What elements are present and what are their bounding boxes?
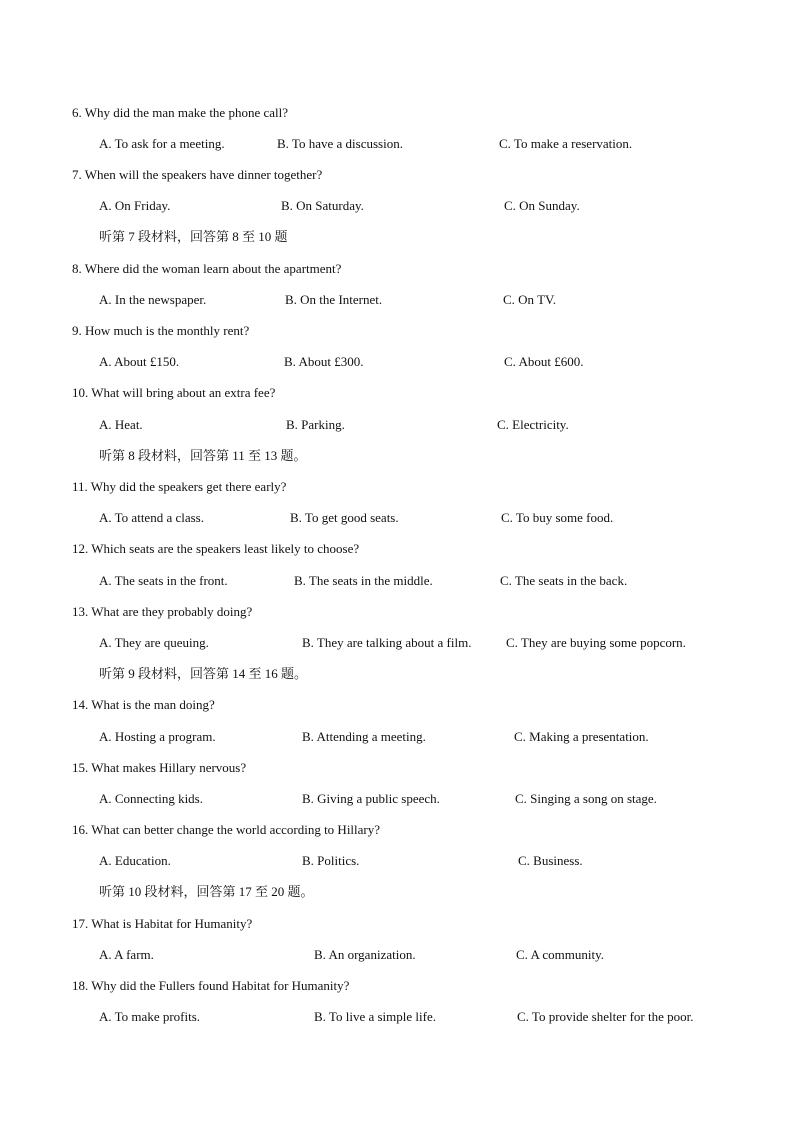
option-b: B. To have a discussion. bbox=[277, 136, 403, 151]
question-13: 13. What are they probably doing? bbox=[72, 604, 253, 619]
question-8: 8. Where did the woman learn about the apartment? bbox=[72, 261, 342, 276]
option-a: A. A farm. bbox=[99, 947, 154, 962]
option-c: C. Business. bbox=[518, 853, 583, 868]
option-b: B. On Saturday. bbox=[281, 198, 364, 213]
option-c: C. About £600. bbox=[504, 354, 584, 369]
option-c: C. Making a presentation. bbox=[514, 729, 649, 744]
question-12: 12. Which seats are the speakers least likely to choose? bbox=[72, 541, 360, 556]
option-b: B. Attending a meeting. bbox=[302, 729, 426, 744]
option-a: A. They are queuing. bbox=[99, 635, 209, 650]
option-b: B. About £300. bbox=[284, 354, 364, 369]
option-b: B. To get good seats. bbox=[290, 510, 399, 525]
option-b: B. On the Internet. bbox=[285, 292, 383, 307]
option-c: C. To provide shelter for the poor. bbox=[517, 1009, 694, 1024]
option-b: B. Politics. bbox=[302, 853, 360, 868]
section-heading-7: 听第 7 段材料，回答第 8 至 10 题 bbox=[99, 229, 288, 244]
question-14: 14. What is the man doing? bbox=[72, 697, 215, 712]
option-a: A. Hosting a program. bbox=[99, 729, 216, 744]
section-heading-10: 听第 10 段材料，回答第 17 至 20 题。 bbox=[99, 884, 314, 899]
option-a: A. Education. bbox=[99, 853, 171, 868]
question-9: 9. How much is the monthly rent? bbox=[72, 323, 250, 338]
question-15: 15. What makes Hillary nervous? bbox=[72, 760, 247, 775]
option-a: A. The seats in the front. bbox=[99, 573, 228, 588]
question-6: 6. Why did the man make the phone call? bbox=[72, 105, 288, 120]
option-a: A. In the newspaper. bbox=[99, 292, 207, 307]
option-a: A. On Friday. bbox=[99, 198, 171, 213]
option-c: C. A community. bbox=[516, 947, 604, 962]
option-c: C. To buy some food. bbox=[501, 510, 614, 525]
option-c: C. Electricity. bbox=[497, 417, 569, 432]
option-c: C. They are buying some popcorn. bbox=[506, 635, 686, 650]
option-b: B. They are talking about a film. bbox=[302, 635, 472, 650]
question-17: 17. What is Habitat for Humanity? bbox=[72, 916, 253, 931]
option-a: A. To make profits. bbox=[99, 1009, 201, 1024]
option-c: C. Singing a song on stage. bbox=[515, 791, 657, 806]
option-c: C. On Sunday. bbox=[504, 198, 580, 213]
section-heading-9: 听第 9 段材料，回答第 14 至 16 题。 bbox=[99, 666, 308, 681]
question-18: 18. Why did the Fullers found Habitat for Humanity? bbox=[72, 978, 350, 993]
option-c: C. On TV. bbox=[503, 292, 556, 307]
section-heading-8: 听第 8 段材料，回答第 11 至 13 题。 bbox=[99, 448, 307, 463]
option-b: B. Parking. bbox=[286, 417, 345, 432]
option-b: B. The seats in the middle. bbox=[294, 573, 433, 588]
option-c: C. To make a reservation. bbox=[499, 136, 633, 151]
option-b: B. Giving a public speech. bbox=[302, 791, 440, 806]
option-a: A. Heat. bbox=[99, 417, 143, 432]
option-a: A. To ask for a meeting. bbox=[99, 136, 225, 151]
option-b: B. An organization. bbox=[314, 947, 416, 962]
question-7: 7. When will the speakers have dinner together? bbox=[72, 167, 323, 182]
option-a: A. To attend a class. bbox=[99, 510, 204, 525]
question-11: 11. Why did the speakers get there early? bbox=[72, 479, 287, 494]
option-a: A. Connecting kids. bbox=[99, 791, 203, 806]
option-b: B. To live a simple life. bbox=[314, 1009, 436, 1024]
question-10: 10. What will bring about an extra fee? bbox=[72, 385, 276, 400]
option-a: A. About £150. bbox=[99, 354, 180, 369]
option-c: C. The seats in the back. bbox=[500, 573, 628, 588]
question-16: 16. What can better change the world according to Hillary? bbox=[72, 822, 381, 837]
